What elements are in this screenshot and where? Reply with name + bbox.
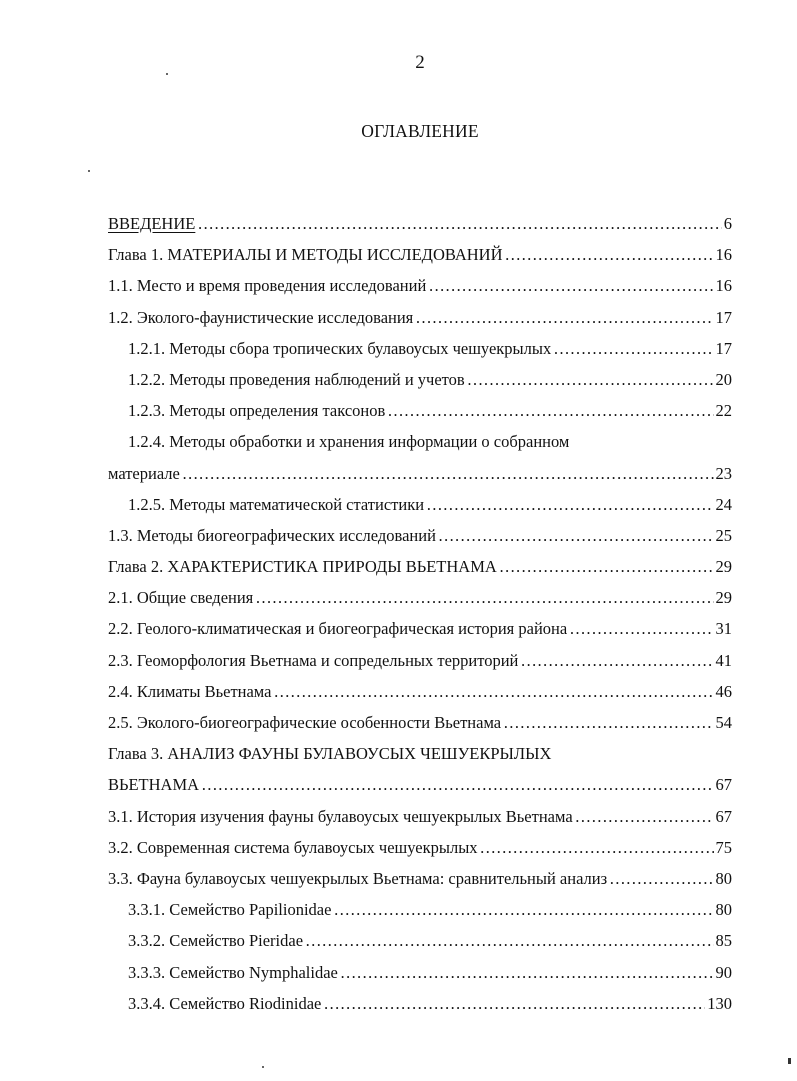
scan-speck (166, 73, 168, 75)
dot-leader (505, 239, 714, 270)
toc-entry (108, 458, 732, 489)
dot-leader (273, 676, 713, 707)
dot-leader (340, 957, 714, 988)
toc-entry-title: 1.2.1. Методы сбора тропических булавоусых чешуекрылых (128, 338, 552, 358)
toc-page-number: 54 (715, 713, 732, 732)
toc-entry (108, 769, 732, 800)
toc-page-number: 90 (715, 962, 732, 982)
toc-entry-title: 2.3. Геоморфология Вьетнама и сопредельных территорий (108, 650, 519, 670)
toc-entry (108, 239, 732, 270)
toc-entry (108, 925, 732, 956)
toc-entry (108, 426, 732, 457)
toc-page-number: 29 (715, 588, 732, 608)
toc-entry-title: 3.1. История изучения фауны булавоусых чешуекрылых Вьетнама (108, 806, 573, 826)
dot-leader (553, 333, 713, 364)
dot-leader (255, 582, 713, 613)
toc-page-number: 24 (715, 494, 732, 514)
dot-leader (480, 832, 714, 863)
toc-entry (108, 302, 732, 333)
toc-entry (108, 738, 732, 769)
dot-leader (426, 489, 713, 520)
toc-entry (108, 551, 732, 582)
page-number: 2 (415, 52, 425, 73)
dot-leader (609, 863, 713, 894)
dot-leader (438, 520, 714, 551)
dot-leader (182, 458, 714, 489)
dot-leader (197, 208, 721, 239)
toc-entry-title: 1.2.4. Методы обработки и хранения информации о собранном (128, 432, 570, 452)
table-of-contents (108, 208, 732, 1019)
dot-leader (415, 302, 713, 333)
toc-page-number: 25 (715, 525, 732, 545)
toc-entry (108, 582, 732, 613)
toc-entry (108, 364, 732, 395)
toc-entry-title: Глава 3. АНАЛИЗ ФАУНЫ БУЛАВОУСЫХ ЧЕШУЕКРЫЛЫХ (108, 744, 552, 764)
dot-leader (569, 613, 713, 644)
toc-entry-title: 1.3. Методы биогеографических исследований (108, 525, 436, 545)
toc-page-number: 29 (715, 557, 732, 577)
toc-entry (108, 333, 732, 364)
dot-leader (467, 364, 714, 395)
dot-leader (201, 769, 713, 800)
scan-speck (262, 1066, 264, 1068)
dot-leader (428, 270, 713, 301)
toc-entry-title: 2.2. Геолого-климатическая и биогеографическая история района (108, 619, 568, 639)
toc-entry (108, 801, 732, 832)
toc-entry-title: 1.2.3. Методы определения таксонов (128, 401, 386, 421)
toc-entry-title: материале (108, 463, 180, 483)
toc-entry-title: 2.4. Климаты Вьетнама (108, 681, 272, 701)
toc-entry-title: ВВЕДЕНИЕ (108, 214, 196, 233)
toc-entry-title: 3.2. Современная система булавоусых чешуекрылых (108, 837, 478, 857)
toc-page-number: 17 (715, 307, 732, 327)
toc-entry-title: 3.3.2. Семейство Pieridae (128, 931, 304, 951)
toc-page-number: 6 (723, 214, 732, 233)
toc-entry (108, 988, 732, 1019)
scan-speck (88, 170, 90, 172)
toc-entry-title: 2.1. Общие сведения (108, 588, 254, 608)
toc-entry (108, 707, 732, 738)
dot-leader (499, 551, 714, 582)
toc-entry (108, 957, 732, 988)
toc-entry (108, 894, 732, 925)
dot-leader (305, 925, 713, 956)
toc-entry-title: 3.3.4. Семейство Riodinidae (128, 993, 322, 1013)
toc-page-number: 16 (715, 276, 732, 296)
toc-page-number: 130 (707, 993, 732, 1013)
toc-page-number: 41 (715, 650, 732, 670)
toc-entry-title: Глава 2. ХАРАКТЕРИСТИКА ПРИРОДЫ ВЬЕТНАМА (108, 557, 497, 577)
dot-leader (333, 894, 713, 925)
toc-entry (108, 832, 732, 863)
toc-entry-title: 3.3.3. Семейство Nymphalidae (128, 962, 338, 982)
toc-entry-title: 1.2.5. Методы математической статистики (128, 494, 425, 514)
toc-entry-title: 1.2. Эколого-фаунистические исследования (108, 307, 414, 327)
dot-leader (323, 988, 705, 1019)
toc-entry (108, 489, 732, 520)
toc-entry-title: ВЬЕТНАМА (108, 775, 200, 795)
toc-entry-title: 3.3.1. Семейство Papilionidae (128, 900, 332, 920)
toc-entry-title: 2.5. Эколого-биогеографические особенности Вьетнама (108, 713, 502, 732)
toc-entry (108, 520, 732, 551)
dot-leader (575, 801, 714, 832)
toc-entry (108, 395, 732, 426)
toc-page-number: 80 (715, 900, 732, 920)
toc-page-number: 22 (715, 401, 732, 421)
toc-page-number: 80 (715, 868, 732, 888)
toc-page-number: 75 (715, 837, 732, 857)
toc-entry-title: 1.1. Место и время проведения исследований (108, 276, 427, 296)
toc-entry (108, 208, 732, 239)
dot-leader (387, 395, 713, 426)
toc-page-number: 46 (715, 681, 732, 701)
toc-entry (108, 645, 732, 676)
dot-leader (503, 707, 713, 738)
toc-entry-title: 1.2.2. Методы проведения наблюдений и учетов (128, 369, 465, 389)
toc-entry (108, 613, 732, 644)
toc-entry (108, 270, 732, 301)
toc-entry-title: Глава 1. МАТЕРИАЛЫ И МЕТОДЫ ИССЛЕДОВАНИЙ (108, 245, 503, 265)
dot-leader (520, 645, 713, 676)
toc-entry (108, 676, 732, 707)
scan-speck (788, 1058, 791, 1064)
toc-page-number: 31 (715, 619, 732, 639)
toc-page-number: 85 (715, 931, 732, 951)
toc-page-number: 16 (715, 245, 732, 265)
page-title: ОГЛАВЛЕНИЕ (361, 121, 479, 141)
toc-page-number: 17 (715, 338, 732, 358)
toc-page-number: 67 (715, 775, 732, 795)
toc-page-number: 23 (715, 463, 732, 483)
toc-page-number: 67 (715, 806, 732, 826)
toc-entry (108, 863, 732, 894)
toc-page-number: 20 (715, 369, 732, 389)
toc-entry-title: 3.3. Фауна булавоусых чешуекрылых Вьетнама: сравнительный анализ (108, 868, 608, 888)
